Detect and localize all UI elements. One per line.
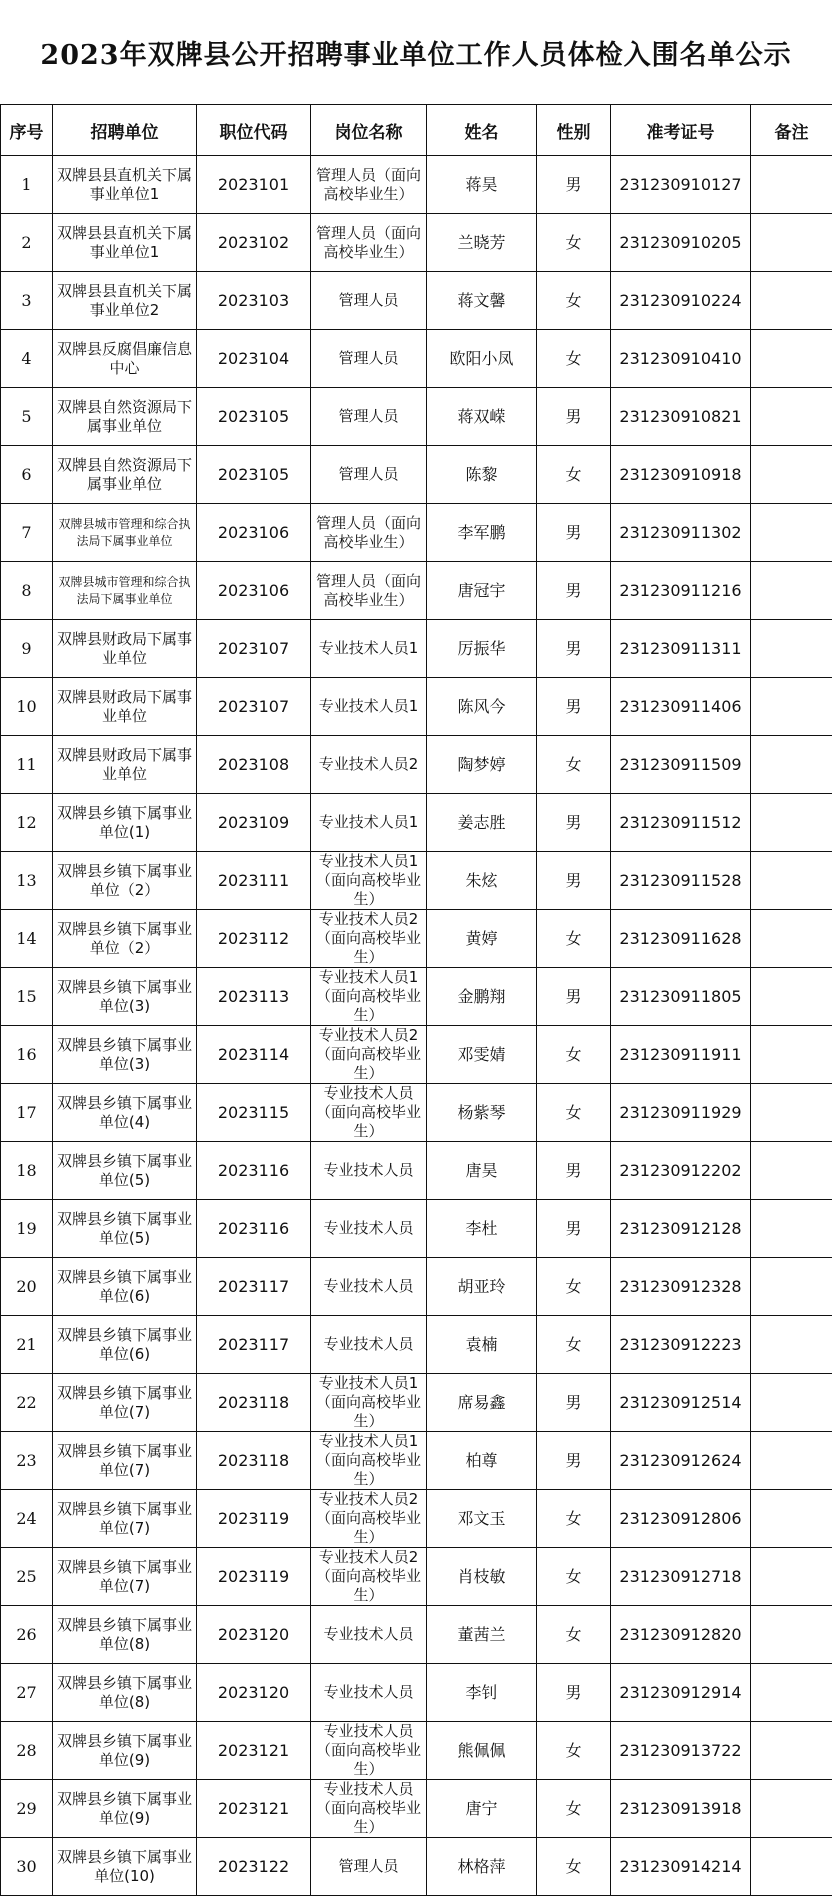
cell-exam-no: 231230911911 — [611, 1026, 751, 1084]
cell-seq: 28 — [1, 1722, 53, 1780]
table-row — [1, 1838, 832, 1896]
header-exam-no: 准考证号 — [611, 105, 751, 156]
cell-gender: 男 — [537, 1664, 611, 1722]
cell-name: 唐冠宇 — [427, 562, 537, 620]
cell-post: 专业技术人员2 — [311, 736, 427, 794]
cell-name: 蒋文馨 — [427, 272, 537, 330]
page-title: 2023年双牌县公开招聘事业单位工作人员体检入围名单公示 — [40, 33, 791, 72]
cell-code: 2023113 — [197, 968, 311, 1026]
table-row — [1, 446, 832, 504]
cell-note — [751, 1664, 832, 1722]
cell-name: 林格萍 — [427, 1838, 537, 1896]
header-name: 姓名 — [427, 105, 537, 156]
cell-note — [751, 1026, 832, 1084]
cell-seq: 18 — [1, 1142, 53, 1200]
table-row — [1, 620, 832, 678]
cell-note — [751, 910, 832, 968]
cell-code: 2023119 — [197, 1490, 311, 1548]
cell-exam-no: 231230912820 — [611, 1606, 751, 1664]
cell-name: 席易鑫 — [427, 1374, 537, 1432]
cell-post: 专业技术人员 — [311, 1316, 427, 1374]
cell-code: 2023106 — [197, 562, 311, 620]
table-row — [1, 1200, 832, 1258]
cell-note — [751, 214, 832, 272]
header-code: 职位代码 — [197, 105, 311, 156]
cell-exam-no: 231230913918 — [611, 1780, 751, 1838]
cell-code: 2023118 — [197, 1374, 311, 1432]
cell-gender: 女 — [537, 1780, 611, 1838]
cell-code: 2023117 — [197, 1258, 311, 1316]
cell-seq: 3 — [1, 272, 53, 330]
cell-post: 专业技术人员1 — [311, 794, 427, 852]
cell-unit: 双牌县县直机关下属事业单位1 — [53, 214, 197, 272]
cell-code: 2023105 — [197, 446, 311, 504]
cell-name: 黄婷 — [427, 910, 537, 968]
candidate-table — [0, 104, 832, 1896]
cell-code: 2023101 — [197, 156, 311, 214]
cell-name: 胡亚玲 — [427, 1258, 537, 1316]
cell-gender: 男 — [537, 852, 611, 910]
cell-post: 专业技术人员1（面向高校毕业生） — [311, 852, 427, 910]
cell-exam-no: 231230911929 — [611, 1084, 751, 1142]
cell-gender: 男 — [537, 968, 611, 1026]
table-row — [1, 1142, 832, 1200]
cell-post: 专业技术人员1 — [311, 678, 427, 736]
cell-unit: 双牌县反腐倡廉信息中心 — [53, 330, 197, 388]
header-unit: 招聘单位 — [53, 105, 197, 156]
cell-code: 2023118 — [197, 1432, 311, 1490]
cell-name: 杨紫琴 — [427, 1084, 537, 1142]
header-gender: 性别 — [537, 105, 611, 156]
cell-exam-no: 231230911302 — [611, 504, 751, 562]
cell-seq: 27 — [1, 1664, 53, 1722]
cell-gender: 女 — [537, 272, 611, 330]
table-row — [1, 794, 832, 852]
header-post: 岗位名称 — [311, 105, 427, 156]
cell-post: 专业技术人员（面向高校毕业生） — [311, 1780, 427, 1838]
cell-exam-no: 231230911528 — [611, 852, 751, 910]
cell-code: 2023105 — [197, 388, 311, 446]
cell-unit: 双牌县乡镇下属事业单位(5) — [53, 1200, 197, 1258]
table-row — [1, 1722, 832, 1780]
cell-unit: 双牌县乡镇下属事业单位(5) — [53, 1142, 197, 1200]
cell-unit: 双牌县乡镇下属事业单位(7) — [53, 1432, 197, 1490]
cell-exam-no: 231230912514 — [611, 1374, 751, 1432]
table-row — [1, 562, 832, 620]
cell-name: 蒋双嵘 — [427, 388, 537, 446]
table-row — [1, 1780, 832, 1838]
cell-seq: 9 — [1, 620, 53, 678]
cell-name: 肖枝敏 — [427, 1548, 537, 1606]
cell-code: 2023103 — [197, 272, 311, 330]
table-row — [1, 272, 832, 330]
cell-post: 专业技术人员（面向高校毕业生） — [311, 1084, 427, 1142]
cell-note — [751, 1374, 832, 1432]
cell-unit: 双牌县自然资源局下属事业单位 — [53, 388, 197, 446]
cell-gender: 男 — [537, 1374, 611, 1432]
table-row — [1, 1490, 832, 1548]
cell-seq: 26 — [1, 1606, 53, 1664]
cell-seq: 29 — [1, 1780, 53, 1838]
cell-exam-no: 231230911311 — [611, 620, 751, 678]
cell-name: 陶梦婷 — [427, 736, 537, 794]
cell-exam-no: 231230910205 — [611, 214, 751, 272]
cell-gender: 男 — [537, 678, 611, 736]
cell-exam-no: 231230912718 — [611, 1548, 751, 1606]
header-seq: 序号 — [1, 105, 53, 156]
cell-seq: 8 — [1, 562, 53, 620]
cell-unit: 双牌县乡镇下属事业单位(9) — [53, 1780, 197, 1838]
cell-seq: 1 — [1, 156, 53, 214]
table-row — [1, 968, 832, 1026]
cell-note — [751, 562, 832, 620]
cell-seq: 11 — [1, 736, 53, 794]
cell-post: 专业技术人员1 — [311, 620, 427, 678]
cell-gender: 男 — [537, 388, 611, 446]
cell-seq: 15 — [1, 968, 53, 1026]
cell-code: 2023116 — [197, 1142, 311, 1200]
cell-seq: 4 — [1, 330, 53, 388]
cell-unit: 双牌县财政局下属事业单位 — [53, 736, 197, 794]
cell-name: 柏尊 — [427, 1432, 537, 1490]
cell-post: 专业技术人员 — [311, 1142, 427, 1200]
cell-exam-no: 231230912328 — [611, 1258, 751, 1316]
table-row — [1, 214, 832, 272]
cell-unit: 双牌县乡镇下属事业单位(7) — [53, 1548, 197, 1606]
cell-gender: 男 — [537, 504, 611, 562]
cell-unit: 双牌县自然资源局下属事业单位 — [53, 446, 197, 504]
cell-gender: 女 — [537, 214, 611, 272]
cell-name: 蒋昊 — [427, 156, 537, 214]
cell-code: 2023106 — [197, 504, 311, 562]
cell-code: 2023107 — [197, 678, 311, 736]
cell-note — [751, 620, 832, 678]
cell-name: 邓雯婧 — [427, 1026, 537, 1084]
cell-seq: 20 — [1, 1258, 53, 1316]
cell-seq: 23 — [1, 1432, 53, 1490]
cell-note — [751, 1490, 832, 1548]
cell-name: 姜志胜 — [427, 794, 537, 852]
cell-unit: 双牌县乡镇下属事业单位(6) — [53, 1316, 197, 1374]
cell-exam-no: 231230911406 — [611, 678, 751, 736]
cell-exam-no: 231230914214 — [611, 1838, 751, 1896]
table-row — [1, 678, 832, 736]
cell-exam-no: 231230911628 — [611, 910, 751, 968]
table-row — [1, 330, 832, 388]
cell-unit: 双牌县乡镇下属事业单位(7) — [53, 1374, 197, 1432]
cell-post: 专业技术人员 — [311, 1664, 427, 1722]
cell-seq: 12 — [1, 794, 53, 852]
cell-seq: 30 — [1, 1838, 53, 1896]
cell-note — [751, 1084, 832, 1142]
cell-seq: 13 — [1, 852, 53, 910]
cell-exam-no: 231230911512 — [611, 794, 751, 852]
table-row — [1, 388, 832, 446]
cell-unit: 双牌县乡镇下属事业单位(8) — [53, 1606, 197, 1664]
cell-name: 唐宁 — [427, 1780, 537, 1838]
cell-code: 2023120 — [197, 1606, 311, 1664]
cell-note — [751, 272, 832, 330]
cell-seq: 14 — [1, 910, 53, 968]
cell-code: 2023121 — [197, 1722, 311, 1780]
cell-exam-no: 231230910410 — [611, 330, 751, 388]
cell-exam-no: 231230912914 — [611, 1664, 751, 1722]
table-row — [1, 1664, 832, 1722]
cell-code: 2023112 — [197, 910, 311, 968]
cell-unit: 双牌县乡镇下属事业单位（2） — [53, 852, 197, 910]
cell-gender: 女 — [537, 1316, 611, 1374]
cell-seq: 5 — [1, 388, 53, 446]
cell-post: 管理人员（面向高校毕业生） — [311, 504, 427, 562]
cell-unit: 双牌县城市管理和综合执法局下属事业单位 — [53, 562, 197, 620]
cell-code: 2023121 — [197, 1780, 311, 1838]
cell-post: 专业技术人员1（面向高校毕业生） — [311, 1432, 427, 1490]
cell-gender: 男 — [537, 562, 611, 620]
cell-note — [751, 1722, 832, 1780]
header-note: 备注 — [751, 105, 832, 156]
cell-unit: 双牌县城市管理和综合执法局下属事业单位 — [53, 504, 197, 562]
cell-note — [751, 1432, 832, 1490]
cell-seq: 10 — [1, 678, 53, 736]
cell-exam-no: 231230913722 — [611, 1722, 751, 1780]
cell-gender: 女 — [537, 1026, 611, 1084]
cell-gender: 男 — [537, 620, 611, 678]
cell-unit: 双牌县乡镇下属事业单位(7) — [53, 1490, 197, 1548]
cell-unit: 双牌县县直机关下属事业单位1 — [53, 156, 197, 214]
cell-note — [751, 1316, 832, 1374]
cell-post: 专业技术人员2（面向高校毕业生） — [311, 1026, 427, 1084]
cell-note — [751, 1142, 832, 1200]
cell-exam-no: 231230912128 — [611, 1200, 751, 1258]
title-bar — [0, 0, 832, 104]
cell-note — [751, 504, 832, 562]
cell-name: 熊佩佩 — [427, 1722, 537, 1780]
table-row — [1, 1258, 832, 1316]
cell-note — [751, 968, 832, 1026]
cell-gender: 女 — [537, 910, 611, 968]
cell-note — [751, 1838, 832, 1896]
cell-code: 2023116 — [197, 1200, 311, 1258]
cell-post: 专业技术人员2（面向高校毕业生） — [311, 910, 427, 968]
table-row — [1, 1432, 832, 1490]
cell-gender: 女 — [537, 1722, 611, 1780]
cell-post: 管理人员 — [311, 272, 427, 330]
cell-name: 李钊 — [427, 1664, 537, 1722]
cell-post: 管理人员 — [311, 330, 427, 388]
cell-gender: 女 — [537, 1838, 611, 1896]
cell-exam-no: 231230912202 — [611, 1142, 751, 1200]
cell-gender: 女 — [537, 736, 611, 794]
table-row — [1, 736, 832, 794]
cell-gender: 女 — [537, 330, 611, 388]
cell-unit: 双牌县乡镇下属事业单位(9) — [53, 1722, 197, 1780]
cell-gender: 男 — [537, 794, 611, 852]
cell-note — [751, 1258, 832, 1316]
cell-seq: 19 — [1, 1200, 53, 1258]
cell-name: 李杜 — [427, 1200, 537, 1258]
cell-note — [751, 1548, 832, 1606]
cell-code: 2023102 — [197, 214, 311, 272]
cell-exam-no: 231230911509 — [611, 736, 751, 794]
cell-seq: 24 — [1, 1490, 53, 1548]
cell-code: 2023115 — [197, 1084, 311, 1142]
cell-code: 2023104 — [197, 330, 311, 388]
cell-exam-no: 231230912624 — [611, 1432, 751, 1490]
cell-gender: 女 — [537, 1606, 611, 1664]
cell-post: 专业技术人员 — [311, 1606, 427, 1664]
cell-gender: 女 — [537, 1258, 611, 1316]
cell-code: 2023108 — [197, 736, 311, 794]
cell-note — [751, 794, 832, 852]
cell-post: 管理人员 — [311, 388, 427, 446]
cell-name: 兰晓芳 — [427, 214, 537, 272]
cell-gender: 女 — [537, 1490, 611, 1548]
cell-post: 专业技术人员1（面向高校毕业生） — [311, 1374, 427, 1432]
cell-note — [751, 852, 832, 910]
cell-code: 2023119 — [197, 1548, 311, 1606]
cell-name: 袁楠 — [427, 1316, 537, 1374]
cell-code: 2023111 — [197, 852, 311, 910]
cell-unit: 双牌县乡镇下属事业单位(4) — [53, 1084, 197, 1142]
cell-gender: 男 — [537, 1142, 611, 1200]
cell-seq: 25 — [1, 1548, 53, 1606]
cell-name: 金鹏翔 — [427, 968, 537, 1026]
cell-gender: 男 — [537, 1200, 611, 1258]
table-row — [1, 1374, 832, 1432]
table-row — [1, 852, 832, 910]
cell-code: 2023114 — [197, 1026, 311, 1084]
table-row — [1, 1084, 832, 1142]
cell-post: 管理人员（面向高校毕业生） — [311, 214, 427, 272]
cell-unit: 双牌县财政局下属事业单位 — [53, 678, 197, 736]
cell-name: 欧阳小凤 — [427, 330, 537, 388]
cell-note — [751, 388, 832, 446]
cell-code: 2023122 — [197, 1838, 311, 1896]
cell-exam-no: 231230912806 — [611, 1490, 751, 1548]
cell-post: 专业技术人员2（面向高校毕业生） — [311, 1548, 427, 1606]
cell-note — [751, 736, 832, 794]
cell-exam-no: 231230912223 — [611, 1316, 751, 1374]
cell-note — [751, 156, 832, 214]
header-row — [1, 105, 832, 156]
cell-post: 专业技术人员 — [311, 1200, 427, 1258]
table-row — [1, 1606, 832, 1664]
cell-exam-no: 231230910127 — [611, 156, 751, 214]
cell-seq: 6 — [1, 446, 53, 504]
cell-name: 李军鹏 — [427, 504, 537, 562]
cell-unit: 双牌县乡镇下属事业单位(8) — [53, 1664, 197, 1722]
cell-seq: 16 — [1, 1026, 53, 1084]
cell-name: 唐昊 — [427, 1142, 537, 1200]
table-body — [1, 156, 832, 1896]
cell-name: 陈风今 — [427, 678, 537, 736]
cell-note — [751, 1780, 832, 1838]
cell-seq: 17 — [1, 1084, 53, 1142]
cell-name: 陈黎 — [427, 446, 537, 504]
cell-code: 2023120 — [197, 1664, 311, 1722]
table-row — [1, 1316, 832, 1374]
cell-exam-no: 231230911805 — [611, 968, 751, 1026]
cell-post: 管理人员（面向高校毕业生） — [311, 562, 427, 620]
cell-exam-no: 231230910918 — [611, 446, 751, 504]
table-row — [1, 504, 832, 562]
cell-seq: 21 — [1, 1316, 53, 1374]
cell-unit: 双牌县乡镇下属事业单位(1) — [53, 794, 197, 852]
cell-note — [751, 678, 832, 736]
cell-unit: 双牌县乡镇下属事业单位(6) — [53, 1258, 197, 1316]
table-row — [1, 156, 832, 214]
cell-exam-no: 231230910821 — [611, 388, 751, 446]
cell-post: 专业技术人员（面向高校毕业生） — [311, 1722, 427, 1780]
cell-note — [751, 330, 832, 388]
cell-note — [751, 1606, 832, 1664]
table-row — [1, 910, 832, 968]
cell-note — [751, 446, 832, 504]
cell-note — [751, 1200, 832, 1258]
cell-gender: 男 — [537, 156, 611, 214]
cell-post: 专业技术人员1（面向高校毕业生） — [311, 968, 427, 1026]
cell-gender: 女 — [537, 446, 611, 504]
cell-code: 2023109 — [197, 794, 311, 852]
cell-code: 2023117 — [197, 1316, 311, 1374]
cell-post: 管理人员（面向高校毕业生） — [311, 156, 427, 214]
cell-seq: 7 — [1, 504, 53, 562]
cell-name: 邓文玉 — [427, 1490, 537, 1548]
cell-gender: 男 — [537, 1432, 611, 1490]
cell-seq: 2 — [1, 214, 53, 272]
cell-post: 管理人员 — [311, 446, 427, 504]
cell-code: 2023107 — [197, 620, 311, 678]
cell-unit: 双牌县乡镇下属事业单位（2） — [53, 910, 197, 968]
cell-unit: 双牌县乡镇下属事业单位(3) — [53, 1026, 197, 1084]
cell-unit: 双牌县财政局下属事业单位 — [53, 620, 197, 678]
table-row — [1, 1548, 832, 1606]
cell-gender: 女 — [537, 1548, 611, 1606]
cell-post: 专业技术人员2（面向高校毕业生） — [311, 1490, 427, 1548]
table-row — [1, 1026, 832, 1084]
cell-unit: 双牌县乡镇下属事业单位(3) — [53, 968, 197, 1026]
cell-unit: 双牌县县直机关下属事业单位2 — [53, 272, 197, 330]
cell-unit: 双牌县乡镇下属事业单位(10) — [53, 1838, 197, 1896]
cell-exam-no: 231230910224 — [611, 272, 751, 330]
cell-name: 厉振华 — [427, 620, 537, 678]
cell-name: 朱炫 — [427, 852, 537, 910]
cell-seq: 22 — [1, 1374, 53, 1432]
cell-gender: 女 — [537, 1084, 611, 1142]
cell-post: 专业技术人员 — [311, 1258, 427, 1316]
cell-post: 管理人员 — [311, 1838, 427, 1896]
cell-exam-no: 231230911216 — [611, 562, 751, 620]
cell-name: 董茜兰 — [427, 1606, 537, 1664]
